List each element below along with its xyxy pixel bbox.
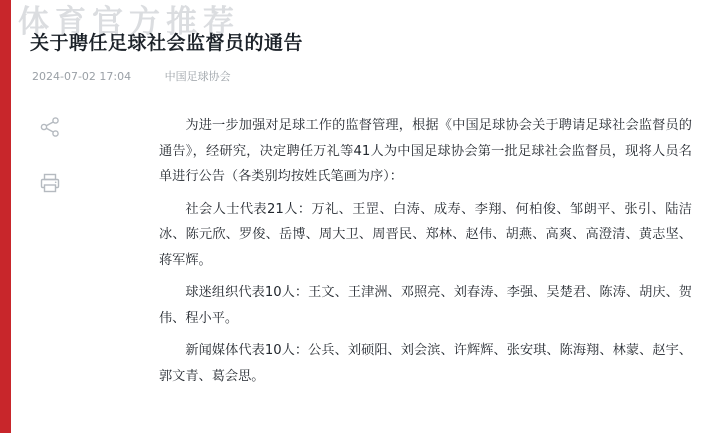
accent-stripe [0, 0, 11, 433]
share-icon [39, 116, 61, 138]
print-icon [39, 172, 61, 194]
publish-date: 2024-07-02 17:04 [32, 70, 132, 83]
watermark-text: 体育官方推荐 [18, 4, 240, 40]
publish-source: 中国足球协会 [164, 70, 231, 83]
article-paragraph: 社会人士代表21人：万礼、王罡、白涛、成寿、李翔、何柏俊、邹朗平、张引、陆洁冰、陈元欣、罗俊、岳博、周大卫、周晋民、郑林、赵伟、胡燕、高爽、高澄清、黄志坚、蒋军辉。 [159, 201, 692, 268]
action-rail [35, 112, 75, 224]
article-paragraph: 为进一步加强对足球工作的监督管理，根据《中国足球协会关于聘请足球社会监督员的通告》，经研究，决定聘任万礼等41人为中国足球协会第一批足球社会监督员，现将人员名单进行公告（各类别均按姓氏笔画为序）： [159, 118, 692, 184]
article-paragraph: 球迷组织代表10人：王文、王津洲、邓照亮、刘春涛、李强、吴楚君、陈涛、胡庆、贺伟、程小平。 [159, 285, 692, 326]
page-title: 关于聘任足球社会监督员的通告 [30, 32, 304, 54]
article-meta [32, 68, 231, 84]
print-button[interactable] [35, 168, 65, 198]
article-body [159, 113, 692, 396]
share-button[interactable] [35, 112, 65, 142]
article-paragraph: 新闻媒体代表10人：公兵、刘硕阳、刘会滨、许辉辉、张安琪、陈海翔、林蒙、赵宇、郭文青、葛会思。 [159, 343, 692, 384]
content-wrapper [11, 0, 709, 433]
